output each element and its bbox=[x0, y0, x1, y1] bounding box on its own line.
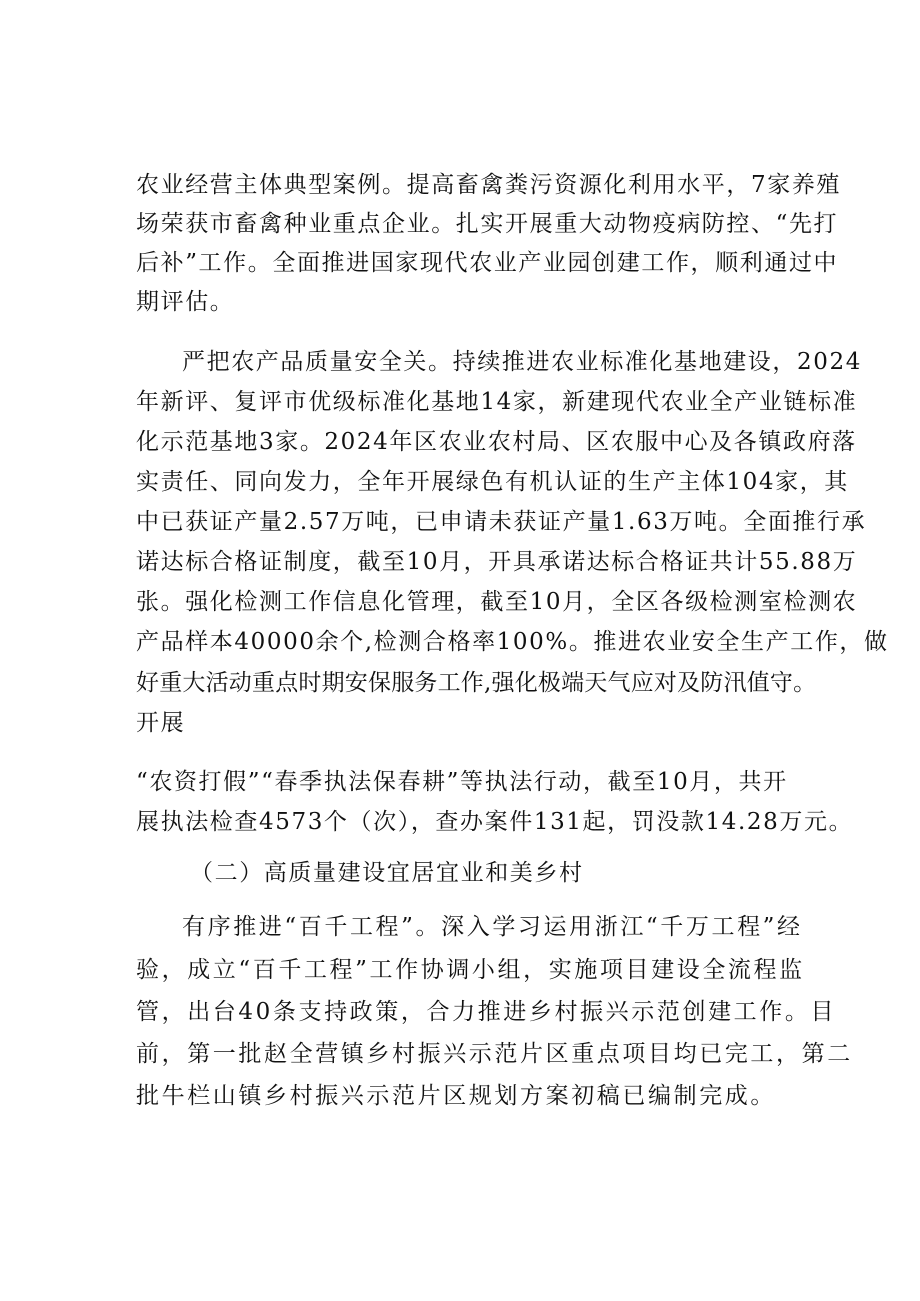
paragraph-4-line-4: 前，第一批赵全营镇乡村振兴示范片区重点项目均已完工，第二 bbox=[136, 1041, 853, 1067]
paragraph-2-line-5: 中已获证产量2.57万吨，已申请未获证产量1.63万吨。全面推行承 bbox=[136, 509, 867, 535]
paragraph-2-line-3: 化示范基地3家。2024年区农业农村局、区农服中心及各镇政府落 bbox=[136, 429, 857, 455]
paragraph-2-line-6: 诺达标合格证制度，截至10月，开具承诺达标合格证共计55.88万 bbox=[136, 549, 858, 575]
paragraph-1-line-1: 农业经营主体典型案例。提高畜禽粪污资源化利用水平，7家养殖 bbox=[136, 172, 842, 198]
paragraph-2-line-4: 实责任、同向发力，全年开展绿色有机认证的生产主体104家，其 bbox=[136, 469, 849, 495]
paragraph-2-line-2: 年新评、复评市优级标准化基地14家，新建现代农业全产业链标准 bbox=[136, 389, 858, 415]
paragraph-2-line-10: 开展 bbox=[136, 710, 186, 736]
paragraph-2-line-12: 展执法检查4573个（次），查办案件131起，罚没款14.28万元。 bbox=[136, 809, 854, 835]
section-heading: （二）高质量建设宜居宜业和美乡村 bbox=[190, 860, 584, 886]
paragraph-2-line-9: 好重大活动重点时期安保服务工作,强化极端天气应对及防汛值守。 bbox=[136, 670, 817, 696]
paragraph-1-line-3: 后补”工作。全面推进国家现代农业产业园创建工作，顺利通过中 bbox=[136, 250, 839, 276]
paragraph-1-line-4: 期评估。 bbox=[136, 289, 235, 315]
paragraph-2-line-8: 产品样本40000余个,检测合格率100%。推进农业安全生产工作，做 bbox=[136, 629, 889, 655]
paragraph-2-line-11: “农资打假”“春季执法保春耕”等执法行动，截至10月，共开 bbox=[136, 769, 788, 795]
paragraph-4-line-1: 有序推进“百千工程”。深入学习运用浙江“千万工程”经 bbox=[182, 914, 803, 940]
paragraph-1-line-2: 场荣获市畜禽种业重点企业。扎实开展重大动物疫病防控、“先打 bbox=[136, 211, 839, 237]
paragraph-2-line-1: 严把农产品质量安全关。持续推进农业标准化基地建设，2024 bbox=[182, 349, 862, 375]
paragraph-4-line-2: 验，成立“百千工程”工作协调小组，实施项目建设全流程监 bbox=[136, 957, 805, 983]
paragraph-2-line-7: 张。强化检测工作信息化管理，截至10月，全区各级检测室检测农 bbox=[136, 589, 858, 615]
paragraph-4-line-3: 管，出台40条支持政策，合力推进乡村振兴示范创建工作。目 bbox=[136, 999, 837, 1025]
paragraph-4-line-5: 批牛栏山镇乡村振兴示范片区规划方案初稿已编制完成。 bbox=[136, 1083, 776, 1109]
